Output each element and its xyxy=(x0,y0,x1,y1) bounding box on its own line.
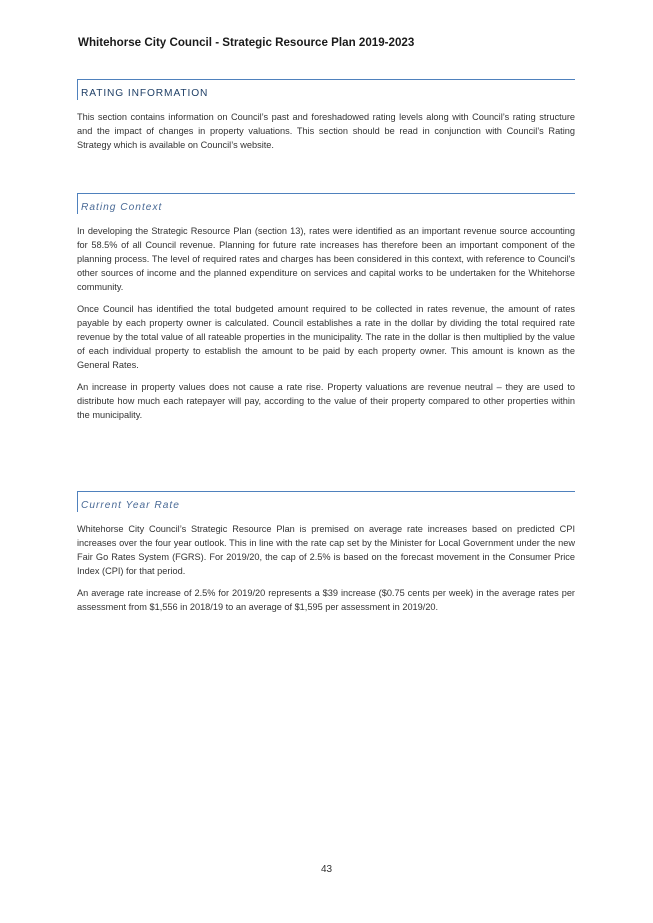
section-heading: RATING INFORMATION xyxy=(81,88,209,99)
section-heading-bar xyxy=(77,193,575,214)
section-rating-information xyxy=(77,79,575,152)
section-heading: Rating Context xyxy=(81,202,163,213)
section-paragraph: This section contains information on Council’s past and foreshadowed rating levels along with Council’s rating structure and the impact of changes in property valuations. This section should be read in conjunction with Council’s Rating Strategy which is available on Council’s website. xyxy=(77,112,575,150)
section-current-year-rate xyxy=(77,491,575,614)
section-heading-bar xyxy=(77,491,575,512)
section-paragraph: Whitehorse City Council’s Strategic Resource Plan is premised on average rate increases based on predicted CPI increases over the four year outlook. This in line with the rate cap set by the Minister for Local Government under the new Fair Go Rates System (FGRS). For 2019/20, the cap of 2.5% is based on the forecast movement in the Consumer Price Index (CPI) for that period. xyxy=(77,524,575,576)
section-heading: Current Year Rate xyxy=(81,500,180,511)
section-rating-context xyxy=(77,193,575,422)
section-paragraph: In developing the Strategic Resource Plan (section 13), rates were identified as an important revenue source accounting for 58.5% of all Council revenue. Planning for future rate increases has therefore been an important component of the planning process. The level of required rates and charges has been considered in this context, with reference to Council's other sources of income and the planned expenditure on services and capital works to be undertaken for the Whitehorse community. xyxy=(77,226,575,292)
document-header-title: Whitehorse City Council - Strategic Resource Plan 2019-2023 xyxy=(78,36,415,49)
section-paragraph: Once Council has identified the total budgeted amount required to be collected in rates revenue, the amount of rates payable by each property owner is calculated. Council establishes a rate in the dollar by dividing the total required rate revenue by the total value of all rateable properties in the municipality. The rate in the dollar is then multiplied by the value of each individual property to establish the amount to be paid by each property owner. This amount is known as the General Rates. xyxy=(77,304,575,370)
page-number: 43 xyxy=(320,864,333,875)
section-paragraph: An increase in property values does not cause a rate rise. Property valuations are revenue neutral – they are used to distribute how much each ratepayer will pay, according to the value of their property compared to other properties within the municipality. xyxy=(77,382,575,420)
section-heading-bar xyxy=(77,79,575,100)
section-paragraph: An average rate increase of 2.5% for 2019/20 represents a $39 increase ($0.75 cents per week) in the average rates per assessment from $1,556 in 2018/19 to an average of $1,595 per assessment in 2019/20. xyxy=(77,588,575,612)
